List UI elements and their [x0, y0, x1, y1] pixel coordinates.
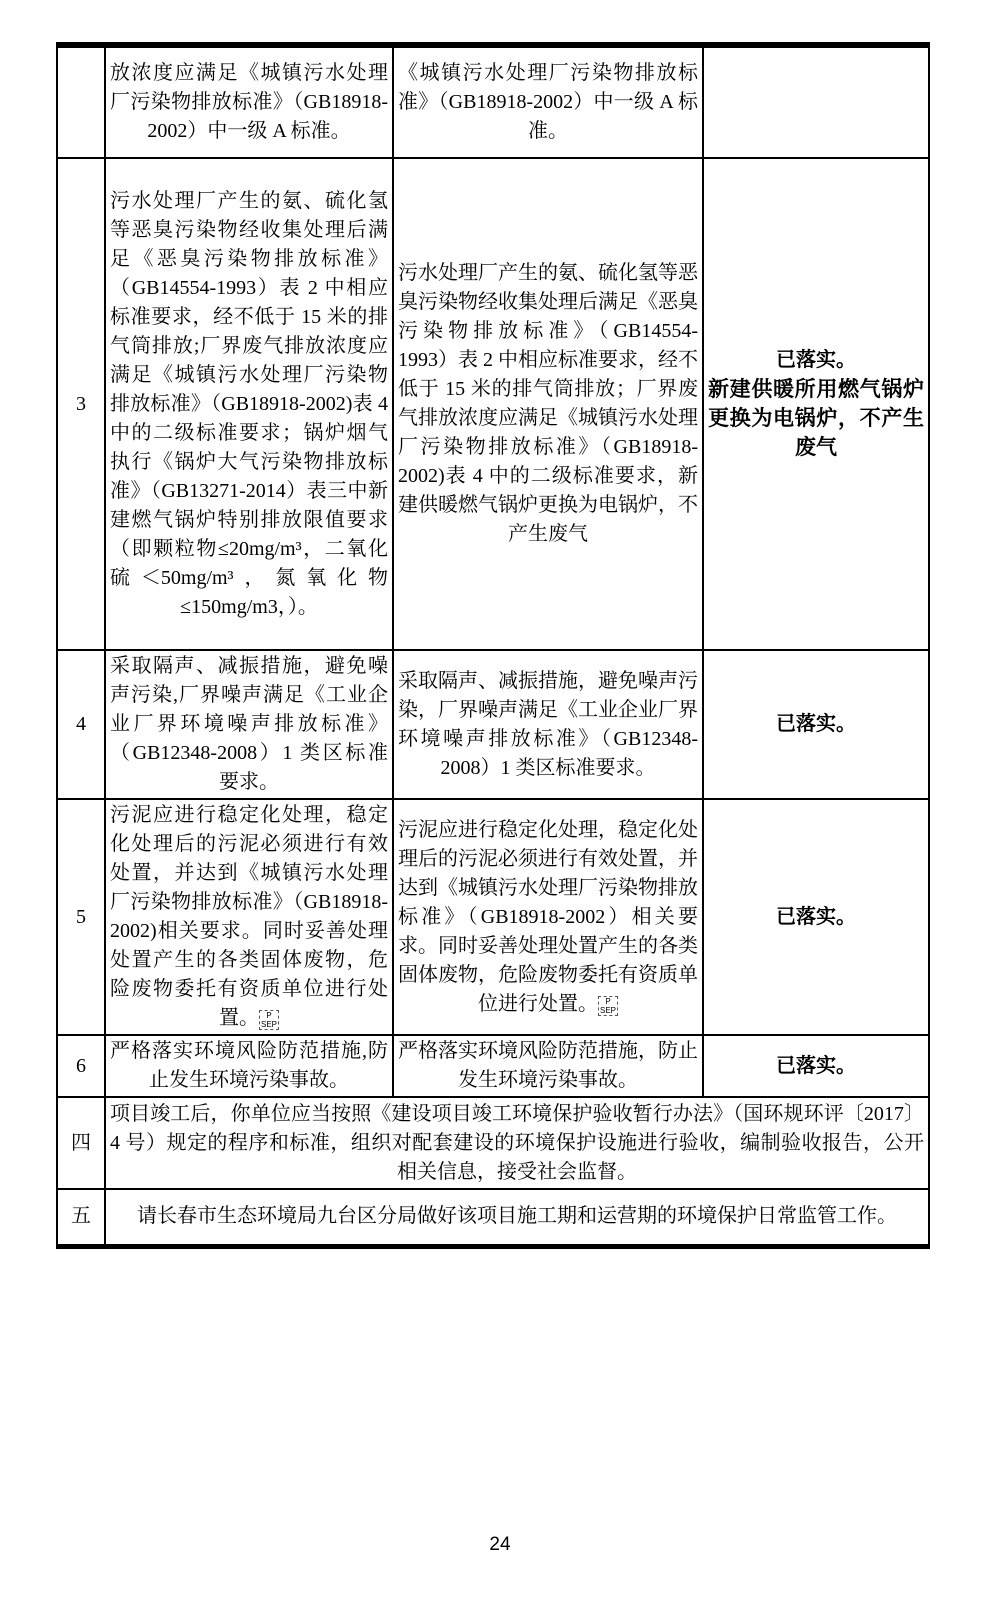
row-number-cell: 4	[57, 650, 105, 799]
table-row-6	[57, 1035, 929, 1097]
page-sep-marker-icon	[598, 996, 618, 1016]
approval-requirements-table	[56, 42, 930, 1249]
sep-marker-bottom: SEP	[599, 1005, 616, 1015]
implementation-text: 污水处理厂产生的氨、硫化氢等恶臭污染物经收集处理后满足《恶臭污染物排放标准》（GB14554-1993）表 2 中相应标准要求，经不低于 15 米的排气筒排放；厂界废气排放浓度应满足《城镇污水处理厂污染物排放标准》（GB18918-2002)表 4 中的二级标准要求，新建供暖燃气锅炉更换为电锅炉，不产生废气	[398, 262, 698, 545]
implementation-text-cell	[393, 45, 703, 158]
table-row-4	[57, 650, 929, 799]
implementation-text-cell	[393, 1035, 703, 1097]
page-number: 24	[489, 1534, 511, 1555]
row-number-cell: 3	[57, 158, 105, 650]
status-cell	[703, 158, 929, 650]
table-row-3	[57, 158, 929, 650]
section-text: 请长春市生态环境局九台区分局做好该项目施工期和运营期的环境保护日常监管工作。	[137, 1205, 897, 1228]
row-number-cell	[57, 45, 105, 158]
implementation-text-cell	[393, 158, 703, 650]
table-row-continuation	[57, 45, 929, 158]
implementation-text-cell	[393, 650, 703, 799]
implementation-text: 严格落实环境风险防范措施，防止发生环境污染事故。	[398, 1040, 698, 1091]
sep-marker-bottom: SEP	[260, 1020, 277, 1029]
row-number-cell: 四	[57, 1097, 105, 1189]
implementation-text-cell	[393, 799, 703, 1035]
status-cell: 已落实。	[703, 650, 929, 799]
status-cell: 已落实。	[703, 799, 929, 1035]
section-text: 项目竣工后，你单位应当按照《建设项目竣工环境保护验收暂行办法》（国环规环评〔2017〕4 号）规定的程序和标准，组织对配套建设的环境保护设施进行验收，编制验收报告，公开相关信息，接受社会监督。	[110, 1102, 924, 1183]
implementation-text: 《城镇污水处理厂污染物排放标准》（GB18918-2002）中一级 A 标准。	[398, 62, 698, 142]
sep-marker-top: P	[266, 1011, 272, 1020]
requirement-text-cell	[105, 45, 393, 158]
requirement-text: 污泥应进行稳定化处理，稳定化处理后的污泥必须进行有效处置，并达到《城镇污水处理厂污染物排放标准》（GB18918-2002)相关要求。同时妥善处理处置产生的各类固体废物，危险废物委托有资质单位进行处置。	[110, 804, 388, 1029]
implementation-text: 污泥应进行稳定化处理，稳定化处理后的污泥必须进行有效处置，并达到《城镇污水处理厂污染物排放标准》（GB18918-2002）相关要求。同时妥善处理处置产生的各类固体废物，危险废物委托有资质单位进行处置。	[398, 818, 698, 1015]
requirement-text: 严格落实环境风险防范措施,防止发生环境污染事故。	[110, 1040, 388, 1091]
requirement-text-cell	[105, 650, 393, 799]
status-text: 已落实。	[776, 349, 856, 371]
status-cell	[703, 45, 929, 158]
status-cell: 已落实。	[703, 1035, 929, 1097]
requirement-text-cell	[105, 799, 393, 1035]
row-number-cell: 5	[57, 799, 105, 1035]
page-sep-marker-icon	[259, 1010, 279, 1030]
row-number-cell: 五	[57, 1189, 105, 1246]
implementation-text: 采取隔声、减振措施，避免噪声污染，厂界噪声满足《工业企业厂界环境噪声排放标准》（GB12348-2008）1 类区标准要求。	[398, 669, 698, 779]
requirement-text: 放浓度应满足《城镇污水处理厂污染物排放标准》（GB18918-2002）中一级 A 标准。	[110, 62, 388, 142]
section-text-cell	[105, 1189, 929, 1246]
table-row-5	[57, 799, 929, 1035]
table-row-section-4	[57, 1097, 929, 1189]
requirement-text-cell	[105, 158, 393, 650]
sep-marker-top: P	[605, 996, 611, 1006]
table-row-section-5	[57, 1189, 929, 1246]
section-text-cell	[105, 1097, 929, 1189]
row-number-cell: 6	[57, 1035, 105, 1097]
requirement-text-cell	[105, 1035, 393, 1097]
requirement-text: 采取隔声、减振措施，避免噪声污染,厂界噪声满足《工业企业厂界环境噪声排放标准》（GB12348-2008）1 类区标准要求。	[110, 655, 388, 793]
requirement-text: 污水处理厂产生的氨、硫化氢等恶臭污染物经收集处理后满足《恶臭污染物排放标准》（GB14554-1993）表 2 中相应标准要求，经不低于 15 米的排气筒排放;厂界废气排放浓度应满足《城镇污水处理厂污染物排放标准》（GB18918-2002)表 4 中的二级标准要求；锅炉烟气执行《锅炉大气污染物排放标准》（GB13271-2014）表三中新建燃气锅炉特别排放限值要求（即颗粒物≤20mg/m³，二氧化硫＜50mg/m³，氮氧化物≤150mg/m3，）。	[110, 189, 388, 618]
status-note: 新建供暖所用燃气锅炉更换为电锅炉，不产生废气	[708, 377, 924, 459]
